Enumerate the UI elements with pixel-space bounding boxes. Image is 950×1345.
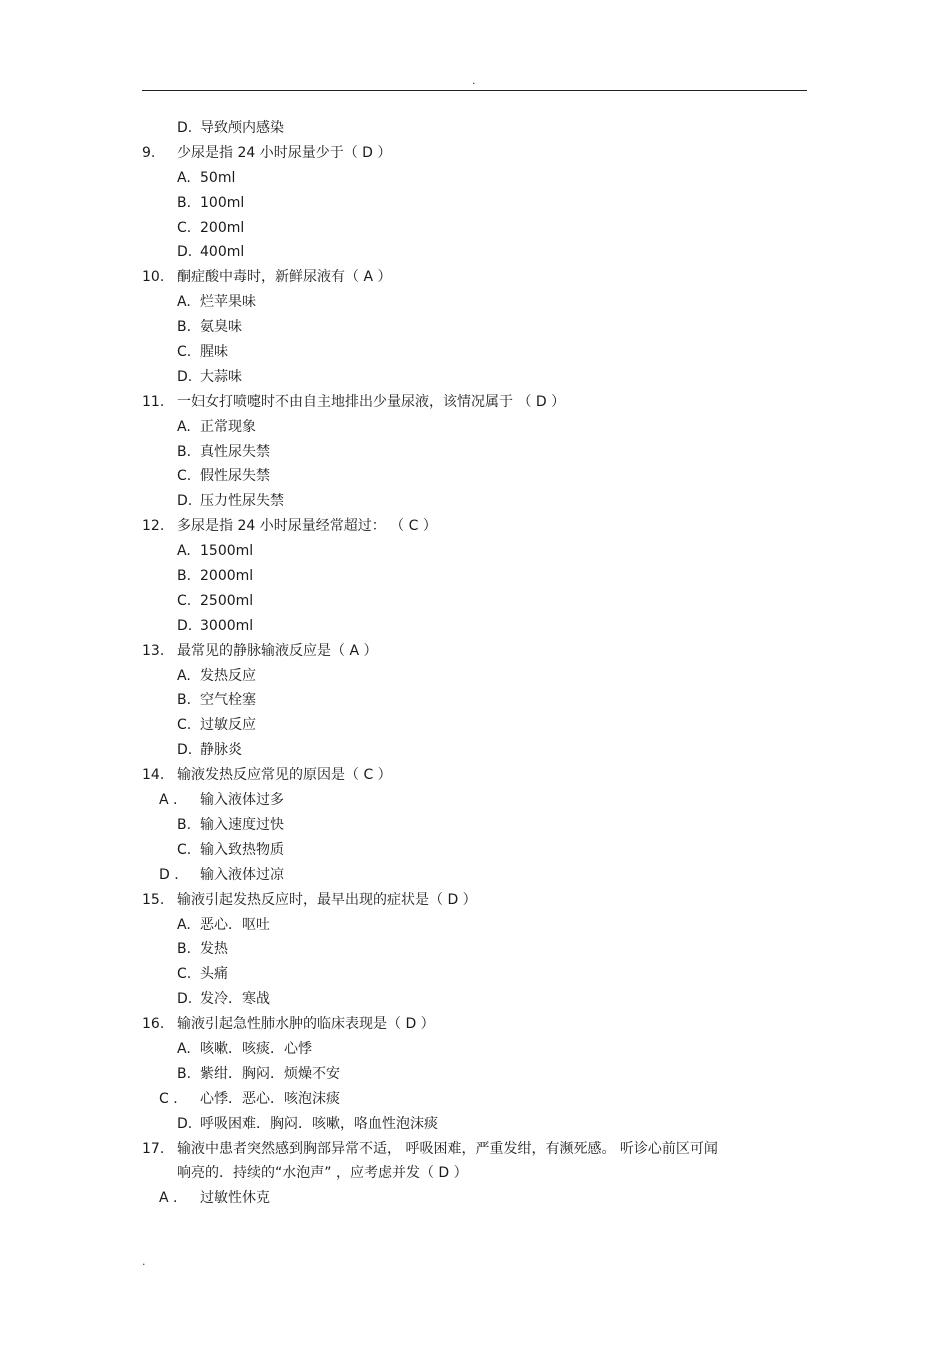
option-line <box>0 489 950 514</box>
option-text: 输入液体过凉 <box>200 866 284 883</box>
option-line <box>0 589 950 614</box>
option-line <box>0 1087 950 1112</box>
option-line <box>0 315 950 340</box>
option-letter: C. <box>177 219 192 236</box>
option-line <box>0 564 950 589</box>
option <box>177 589 253 614</box>
option <box>177 340 228 365</box>
option <box>177 290 256 315</box>
option-line <box>0 688 950 713</box>
question-line <box>0 639 950 664</box>
option-line <box>0 987 950 1012</box>
question-text: 输液引起急性肺水肿的临床表现是（ D ） <box>177 1016 435 1033</box>
option-line <box>0 415 950 440</box>
option <box>159 1087 340 1112</box>
option-line <box>0 1112 950 1137</box>
option-line <box>0 116 950 141</box>
question-line <box>0 141 950 166</box>
question-line <box>0 390 950 415</box>
option-line <box>0 913 950 938</box>
option <box>177 713 256 738</box>
option-letter: D. <box>177 368 193 385</box>
question-line <box>0 763 950 788</box>
option <box>177 614 253 639</box>
option <box>177 913 270 938</box>
question-number: 17. <box>142 1140 165 1157</box>
option-text: 呼吸困难．胸闷．咳嗽，咯血性泡沫痰 <box>200 1115 438 1132</box>
option-text: 真性尿失禁 <box>200 443 270 460</box>
question-text: 多尿是指 24 小时尿量经常超过： （ C ） <box>177 518 437 535</box>
option-line <box>0 240 950 265</box>
question-line <box>0 888 950 913</box>
option-letter: A. <box>177 1040 191 1057</box>
question-number: 14. <box>142 767 165 784</box>
question-number: 16. <box>142 1016 165 1033</box>
option-line <box>0 738 950 763</box>
header-rule <box>142 90 807 91</box>
option-letter: B. <box>177 443 192 460</box>
option-text: 大蒜味 <box>200 368 242 385</box>
option-text: 紫绀．胸闷．烦燥不安 <box>200 1065 340 1082</box>
option <box>159 788 284 813</box>
option-text: 氨臭味 <box>200 319 242 336</box>
option <box>177 664 256 689</box>
option <box>177 240 244 265</box>
option-letter: D. <box>177 1115 193 1132</box>
question-text: 酮症酸中毒时，新鲜尿液有（ A ） <box>177 269 392 286</box>
option-text: 静脉炎 <box>200 742 242 759</box>
option-text: 400ml <box>200 244 245 261</box>
question-text: 响亮的．持续的“水泡声” ，应考虑并发（ D ） <box>177 1165 468 1182</box>
option <box>177 1037 312 1062</box>
option-line <box>0 788 950 813</box>
option-text: 2000ml <box>200 568 254 585</box>
option-letter: B. <box>177 816 192 833</box>
option-line <box>0 340 950 365</box>
option-line <box>0 1186 950 1211</box>
option-text: 腥味 <box>200 344 228 361</box>
option-text: 1500ml <box>200 543 254 560</box>
option-text: 2500ml <box>200 592 254 609</box>
question-number: 11. <box>142 393 165 410</box>
option <box>177 489 284 514</box>
option <box>177 166 235 191</box>
option-text: 假性尿失禁 <box>200 468 270 485</box>
option-text: 输入液体过多 <box>200 792 284 809</box>
question-text: 一妇女打喷嚏时不由自主地排出少量尿液，该情况属于 （ D ） <box>177 393 566 410</box>
option <box>177 216 244 241</box>
option-text: 正常现象 <box>200 418 256 435</box>
option <box>177 688 256 713</box>
option <box>177 464 270 489</box>
option-letter: D . <box>159 866 179 883</box>
option-letter: D. <box>177 742 193 759</box>
option-letter: A. <box>177 916 191 933</box>
option-line <box>0 713 950 738</box>
option-letter: B. <box>177 692 192 709</box>
option <box>177 191 244 216</box>
option-text: 100ml <box>200 194 245 211</box>
option-letter: D. <box>177 244 193 261</box>
question-number: 10. <box>142 269 165 286</box>
option <box>177 564 253 589</box>
option-text: 过敏性休克 <box>200 1190 270 1207</box>
option-letter: C. <box>177 468 192 485</box>
question-line <box>0 514 950 539</box>
option-line <box>0 1062 950 1087</box>
question-continuation <box>0 1161 950 1186</box>
option-text: 烂苹果味 <box>200 294 256 311</box>
option-text: 3000ml <box>200 617 254 634</box>
option-text: 发冷．寒战 <box>200 991 270 1008</box>
option <box>177 116 284 141</box>
header-mark: . <box>472 74 476 87</box>
option-letter: D. <box>177 493 193 510</box>
option <box>159 863 284 888</box>
question-text: 输液发热反应常见的原因是（ C ） <box>177 767 392 784</box>
footer-mark: . <box>142 1255 146 1268</box>
option-line <box>0 614 950 639</box>
option <box>177 738 242 763</box>
option-letter: A. <box>177 543 191 560</box>
question-number: 9. <box>142 144 156 161</box>
option <box>177 1062 340 1087</box>
option-line <box>0 1037 950 1062</box>
option-letter: B. <box>177 941 192 958</box>
option-text: 输入致热物质 <box>200 841 284 858</box>
option-text: 发热反应 <box>200 667 256 684</box>
option-line <box>0 962 950 987</box>
option-letter: C. <box>177 344 192 361</box>
option-letter: C. <box>177 966 192 983</box>
question-number: 13. <box>142 642 165 659</box>
question-number: 15. <box>142 891 165 908</box>
option-line <box>0 838 950 863</box>
option-line <box>0 937 950 962</box>
option-text: 头痛 <box>200 966 228 983</box>
option <box>177 937 228 962</box>
option-text: 过敏反应 <box>200 717 256 734</box>
option-line <box>0 290 950 315</box>
question-line <box>0 1012 950 1037</box>
option <box>177 415 256 440</box>
option-line <box>0 863 950 888</box>
question-text: 少尿是指 24 小时尿量少于（ D ） <box>177 144 392 161</box>
option <box>177 962 228 987</box>
option <box>177 838 284 863</box>
question-text: 输液中患者突然感到胸部异常不适， 呼吸困难，严重发绀，有濒死感。 听诊心前区可闻 <box>177 1140 718 1157</box>
option-text: 压力性尿失禁 <box>200 493 284 510</box>
option <box>159 1186 270 1211</box>
option <box>177 987 270 1012</box>
option <box>177 539 253 564</box>
option-line <box>0 166 950 191</box>
option-letter: B. <box>177 568 192 585</box>
option-line <box>0 664 950 689</box>
option-text: 空气栓塞 <box>200 692 256 709</box>
option <box>177 813 284 838</box>
option-text: 200ml <box>200 219 245 236</box>
question-line <box>0 1137 950 1162</box>
option-line <box>0 539 950 564</box>
option-line <box>0 365 950 390</box>
option-line <box>0 191 950 216</box>
option-letter: B. <box>177 194 192 211</box>
option-letter: D. <box>177 991 193 1008</box>
option-text: 咳嗽．咳痰．心悸 <box>200 1040 312 1057</box>
question-list <box>0 116 950 1211</box>
option-text: 输入速度过快 <box>200 816 284 833</box>
option-letter: A. <box>177 294 191 311</box>
option <box>177 1112 438 1137</box>
option-letter: A . <box>159 1190 178 1207</box>
option-text: 恶心．呕吐 <box>200 916 270 933</box>
option-text: 导致颅内感染 <box>200 120 284 136</box>
option <box>177 315 242 340</box>
option-letter: C. <box>177 717 192 734</box>
question-text: 最常见的静脉输液反应是（ A ） <box>177 642 378 659</box>
option-letter: A . <box>159 792 178 809</box>
option-letter: C. <box>177 841 192 858</box>
option-letter: A. <box>177 418 191 435</box>
option-line <box>0 464 950 489</box>
option-text: 50ml <box>200 169 236 186</box>
option-letter: C. <box>177 592 192 609</box>
option-letter: C . <box>159 1090 178 1107</box>
option-line <box>0 440 950 465</box>
option-line <box>0 216 950 241</box>
option-letter: A. <box>177 667 191 684</box>
option-letter: A. <box>177 169 191 186</box>
option-letter: D. <box>177 120 193 136</box>
option-line <box>0 813 950 838</box>
option-text: 心悸．恶心．咳泡沫痰 <box>200 1090 340 1107</box>
option-letter: B. <box>177 319 192 336</box>
option <box>177 440 270 465</box>
option-text: 发热 <box>200 941 228 958</box>
option-letter: B. <box>177 1065 192 1082</box>
question-number: 12. <box>142 518 165 535</box>
option <box>177 365 242 390</box>
question-text: 输液引起发热反应时，最早出现的症状是（ D ） <box>177 891 477 908</box>
option-letter: D. <box>177 617 193 634</box>
question-line <box>0 265 950 290</box>
